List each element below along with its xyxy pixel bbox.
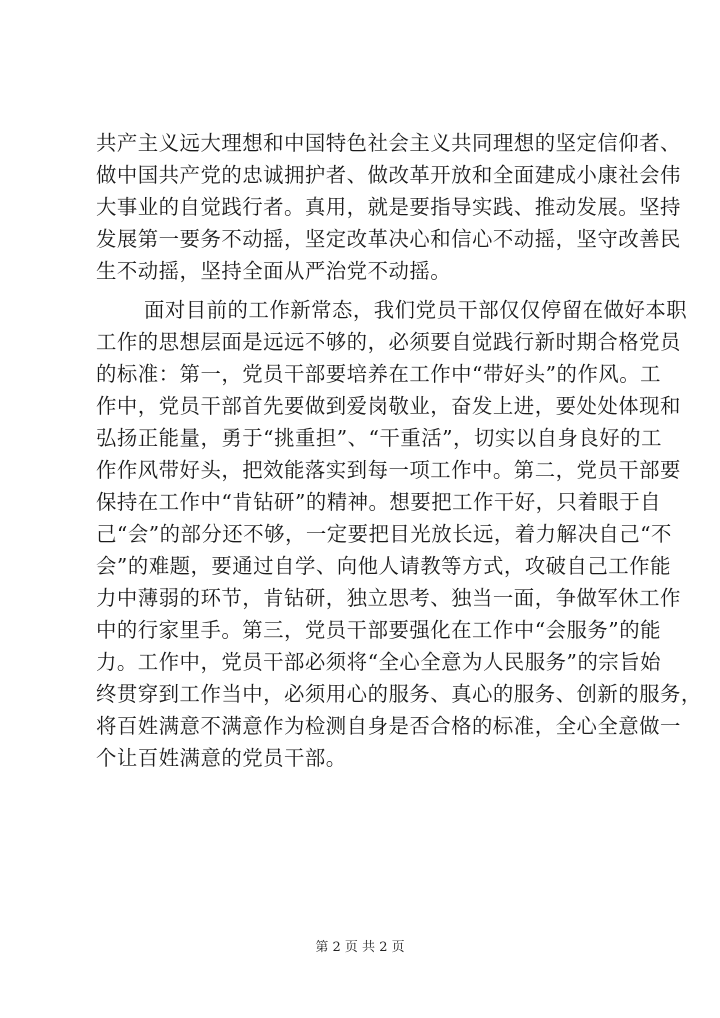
text-line: 弘扬正能量，勇于“挑重担”、“干重活”，切实以自身良好的工 [96, 426, 662, 450]
paragraph-1 [96, 127, 681, 287]
text-line: 力。工作中，党员干部必须将“全心全意为人民服务”的宗旨始 [96, 650, 662, 674]
text-line: 的标准：第一，党员干部要培养在工作中“带好头”的作风。工 [96, 362, 662, 386]
page-number-footer: 第 2 页 共 2 页 [315, 940, 405, 955]
text-line: 将百姓满意不满意作为检测自身是否合格的标准，全心全意做一 [96, 714, 681, 738]
text-line: 工作的思想层面是远远不够的，必须要自觉践行新时期合格党员 [96, 330, 681, 354]
text-line: 共产主义远大理想和中国特色社会主义共同理想的坚定信仰者、 [96, 131, 681, 155]
document-body [96, 127, 702, 774]
text-line: 中的行家里手。第三，党员干部要强化在工作中“会服务”的能 [96, 618, 662, 642]
text-line: 终贯穿到工作当中，必须用心的服务、真心的服务、创新的服务， [96, 682, 702, 706]
paragraph-2 [96, 294, 702, 774]
text-line: 己“会”的部分还不够，一定要把目光放长远，着力解决自己“不 [96, 522, 672, 546]
paragraph-gap [96, 287, 636, 294]
text-line: 大事业的自觉践行者。真用，就是要指导实践、推动发展。坚持 [96, 195, 681, 219]
text-line: 生不动摇，坚持全面从严治党不动摇。 [96, 259, 452, 283]
text-line: 保持在工作中“肯钻研”的精神。想要把工作干好，只着眼于自 [96, 490, 662, 514]
text-line: 会”的难题，要通过自学、向他人请教等方式，攻破自己工作能 [96, 554, 671, 578]
text-line: 力中薄弱的环节，肯钻研，独立思考、独当一面，争做军休工作 [96, 586, 681, 610]
text-line: 作中，党员干部首先要做到爱岗敬业，奋发上进，要处处体现和 [96, 394, 681, 418]
text-line: 做中国共产党的忠诚拥护者、做改革开放和全面建成小康社会伟 [96, 163, 681, 187]
text-line: 发展第一要务不动摇，坚定改革决心和信心不动摇，坚守改善民 [96, 227, 681, 251]
text-line: 面对目前的工作新常态，我们党员干部仅仅停留在做好本职 [144, 298, 688, 322]
text-line: 个让百姓满意的党员干部。 [96, 746, 347, 770]
text-line: 作作风带好头，把效能落实到每一项工作中。第二，党员干部要 [96, 458, 681, 482]
